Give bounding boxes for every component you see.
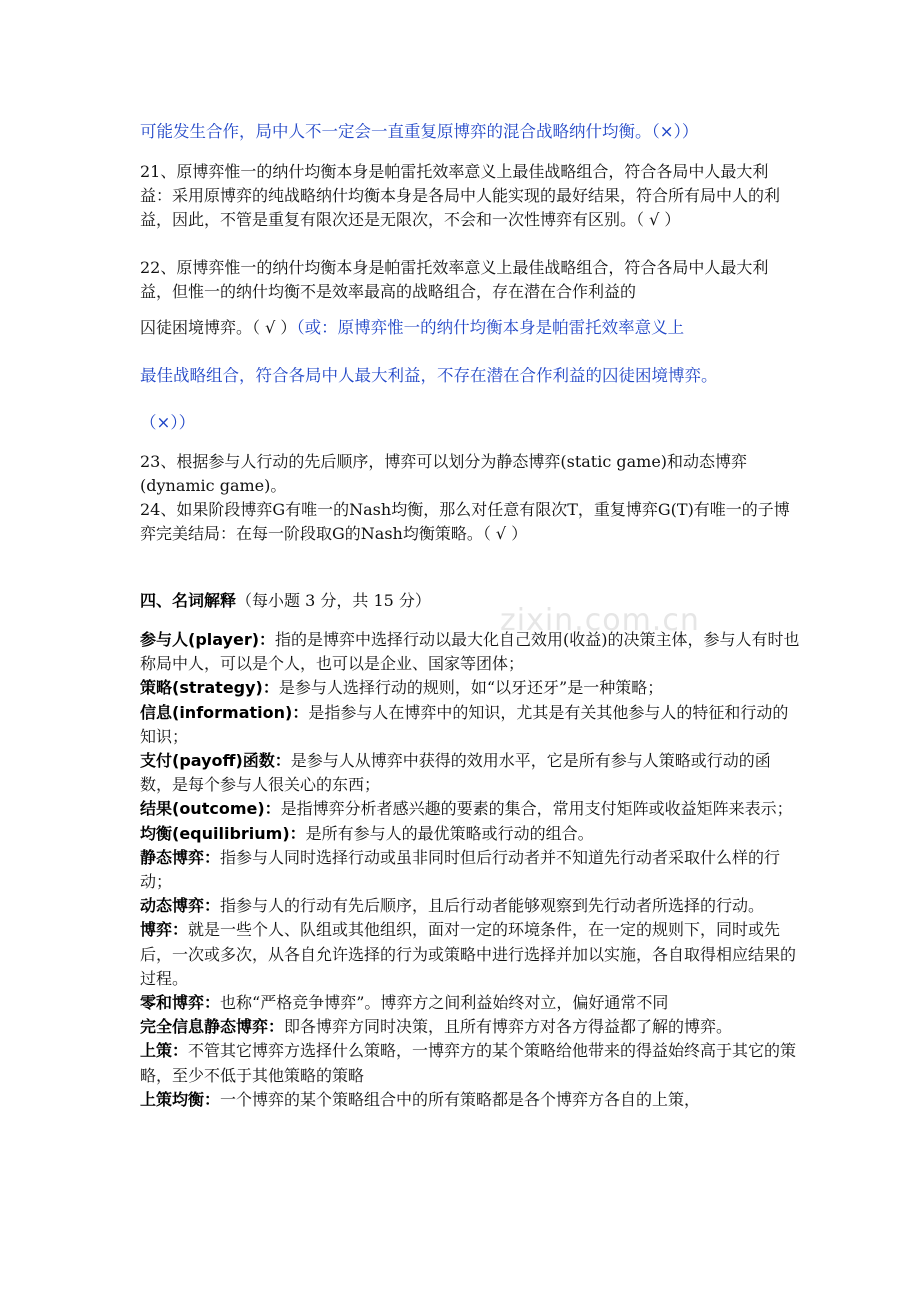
definition-term: 策略(strategy)： (140, 678, 279, 698)
definition-text: 就是一些个人、队组或其他组织，面对一定的环境条件，在一定的规则下，同时或先后，一次或多次，从各自允许选择的行为或策略中进行选择并加以实施，各自取得相应结果的过程。 (140, 920, 797, 988)
item-24-text: 24、如果阶段博弈G有唯一的Nash均衡，那么对任意有限次T，重复博弈G(T)有唯一的子博弈完美结局：在每一阶段取G的Nash均衡策略。（ √ ） (140, 500, 790, 543)
item-22-tail-black: 囚徒困境博弈。（ √ ） (140, 318, 297, 337)
item-22-blue-line-2: 最佳战略组合，符合各局中人最大利益，不存在潜在合作利益的囚徒困境博弈。 (140, 366, 718, 385)
definition-term: 静态博弈： (140, 847, 221, 867)
definition-item (140, 797, 800, 821)
item-23 (140, 450, 800, 498)
item-22-text: 22、原博弈惟一的纳什均衡本身是帕雷托效率意义上最佳战略组合，符合各局中人最大利益，但惟一的纳什均衡不是效率最高的战略组合，存在潜在合作利益的 (140, 258, 769, 301)
definition-text: 是参与人选择行动的规则，如“以牙还牙”是一种策略； (278, 678, 664, 698)
definition-term: 结果(outcome)： (140, 799, 281, 819)
definition-term: 完全信息静态博弈： (140, 1017, 285, 1037)
item-24 (140, 498, 800, 546)
answer-note-line: 可能发生合作，局中人不一定会一直重复原博弈的混合战略纳什均衡。（×）） (140, 122, 699, 141)
definition-term: 支付(payoff)函数： (140, 751, 291, 771)
section-title: 四、名词解释 (140, 591, 237, 610)
item-21 (140, 160, 800, 232)
definition-term: 上策： (140, 1041, 189, 1061)
definition-item (140, 676, 800, 700)
definition-text: 指参与人的行动有先后顺序，且后行动者能够观察到先行动者所选择的行动。 (220, 896, 765, 916)
definition-item (140, 1088, 800, 1112)
definition-text: 是指博弈分析者感兴趣的要素的集合，常用支付矩阵或收益矩阵来表示； (280, 799, 793, 819)
definition-item (140, 1039, 800, 1087)
definition-text: 也称“严格竞争博弈”。博弈方之间利益始终对立，偏好通常不同 (220, 993, 669, 1013)
item-21-text: 21、原博弈惟一的纳什均衡本身是帕雷托效率意义上最佳战略组合，符合各局中人最大利益：采用原博弈的纯战略纳什均衡本身是各局中人能实现的最好结果，符合所有局中人的利益，因此，不管是重复有限次还是无限次，不会和一次性博弈有区别。（ √ ） (140, 162, 781, 229)
definition-item (140, 822, 800, 846)
item-23-text: 23、根据参与人行动的先后顺序，博弈可以划分为静态博弈(static game)和动态博弈(dynamic game)。 (140, 452, 748, 495)
item-22 (140, 256, 800, 304)
definition-item (140, 628, 800, 676)
definition-term: 参与人(player)： (140, 630, 276, 649)
definition-text: 指的是博弈中选择行动以最大化自己效用(收益)的决策主体，参与人有时也称局中人，可以是个人，也可以是企业、国家等团体； (140, 630, 800, 674)
item-22-tail-line (140, 316, 820, 340)
definition-text: 不管其它博弈方选择什么策略，一博弈方的某个策略给他带来的得益始终高于其它的策略，至少不低于其他策略的策略 (140, 1041, 797, 1085)
section-heading (140, 588, 800, 611)
definition-text: 指参与人同时选择行动或虽非同时但后行动者并不知道先行动者采取什么样的行动； (140, 847, 781, 892)
definition-term: 博弈： (140, 920, 189, 940)
definition-text: 是参与人从博弈中获得的效用水平，它是所有参与人策略或行动的函数，是每个参与人很关心的东西； (140, 751, 771, 795)
definition-text: 是所有参与人的最优策略或行动的组合。 (305, 823, 594, 843)
item-22-blue-line-3: （×）） (140, 413, 196, 432)
definition-term: 信息(information)： (140, 702, 309, 722)
definition-text: 一个博弈的某个策略组合中的所有策略都是各个博弈方各自的上策， (220, 1089, 701, 1109)
definition-term: 动态博弈： (140, 896, 221, 916)
definition-item (140, 701, 800, 749)
section-note: （每小题 3 分，共 15 分） (236, 591, 431, 610)
definitions-list (140, 628, 800, 1112)
definition-item (140, 1015, 800, 1039)
definition-item (140, 991, 800, 1015)
definition-term: 均衡(equilibrium)： (140, 823, 306, 843)
definition-term: 零和博弈： (140, 993, 221, 1013)
definition-item (140, 846, 800, 894)
watermark: zixin.com.cn (500, 603, 700, 638)
item-22-tail-blue: （或：原博弈惟一的纳什均衡本身是帕雷托效率意义上 (296, 318, 685, 337)
definition-item (140, 918, 800, 991)
definition-term: 上策均衡： (140, 1089, 221, 1109)
definition-item (140, 749, 800, 797)
definition-item (140, 894, 800, 918)
definition-text: 即各博弈方同时决策，且所有博弈方对各方得益都了解的博弈。 (284, 1017, 733, 1037)
definition-text: 是指参与人在博弈中的知识，尤其是有关其他参与人的特征和行动的知识； (140, 702, 789, 746)
